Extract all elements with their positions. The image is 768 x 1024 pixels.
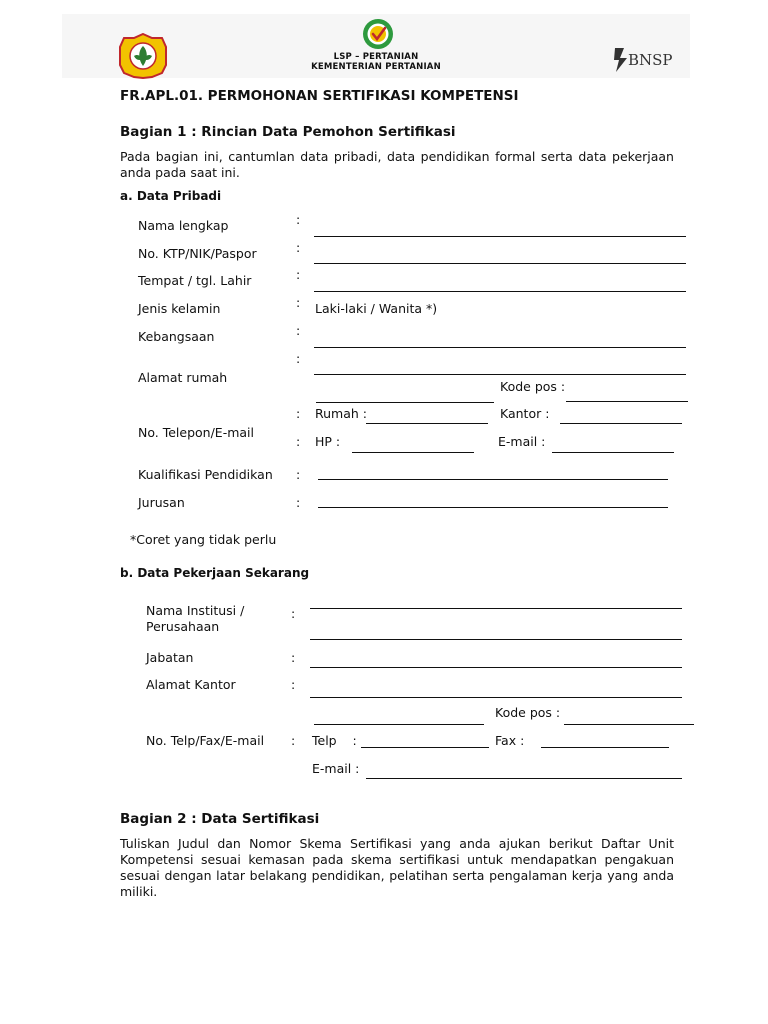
work-kodepos-label: Kode pos :: [495, 705, 561, 720]
rumah-label: Rumah :: [315, 406, 367, 421]
bagian1-title: Bagian 1 : Rincian Data Pemohon Sertifikasi: [120, 124, 456, 140]
bnsp-logo-text: BNSP: [628, 51, 673, 69]
colon: :: [296, 295, 301, 310]
fax-label: Fax :: [495, 733, 525, 748]
alamat-input-line-1[interactable]: [314, 374, 686, 375]
ktp-input-line[interactable]: [314, 263, 686, 264]
colon: :: [296, 434, 301, 449]
work-email-label: E-mail :: [312, 761, 360, 776]
lsp-pertanian-logo: [361, 17, 395, 51]
field-label-kualifikasi: Kualifikasi Pendidikan: [138, 467, 273, 482]
field-label-jurusan: Jurusan: [138, 495, 185, 510]
kementan-logo: [118, 33, 168, 79]
coret-note: *Coret yang tidak perlu: [130, 532, 277, 547]
institusi-input-line-1[interactable]: [310, 608, 682, 609]
colon: :: [296, 267, 301, 282]
jabatan-input-line[interactable]: [310, 667, 682, 668]
colon: :: [291, 677, 296, 692]
kebangsaan-input-line[interactable]: [314, 347, 686, 348]
kodepos-input-line[interactable]: [566, 401, 688, 402]
bagian2-body: Tuliskan Judul dan Nomor Skema Sertifikasi yang anda ajukan berikut Daftar Unit Kompetensi sesuai kemasan pada skema sertifikasi untuk mendapatkan pengakuan sesuai dengan latar belakang pendidikan, pelatihan serta pengalaman kerja yang anda miliki.: [120, 836, 674, 899]
work-email-input-line[interactable]: [366, 778, 682, 779]
colon: :: [296, 351, 301, 366]
section-b-heading: b. Data Pekerjaan Sekarang: [120, 566, 310, 580]
colon: :: [296, 240, 301, 255]
hp-input-line[interactable]: [352, 452, 474, 453]
fax-input-line[interactable]: [541, 747, 669, 748]
bagian2-title: Bagian 2 : Data Sertifikasi: [120, 811, 320, 827]
section-a-heading: a. Data Pribadi: [120, 189, 222, 203]
field-label-jenis-kelamin: Jenis kelamin: [138, 301, 221, 316]
rumah-input-line[interactable]: [366, 423, 488, 424]
alamat-input-line-2[interactable]: [316, 402, 494, 403]
jenis-kelamin-options[interactable]: Laki-laki / Wanita *): [315, 301, 438, 316]
field-label-institusi-2: Perusahaan: [146, 619, 220, 634]
form-title: FR.APL.01. PERMOHONAN SERTIFIKASI KOMPETENSI: [120, 88, 519, 104]
email-label: E-mail :: [498, 434, 546, 449]
colon: :: [291, 733, 296, 748]
colon: :: [291, 650, 296, 665]
bagian1-intro: Pada bagian ini, cantumlan data pribadi, data pendidikan formal serta data pekerjaan anda pada saat ini.: [120, 149, 674, 180]
institusi-input-line-2[interactable]: [310, 639, 682, 640]
colon: :: [291, 606, 296, 621]
hp-label: HP :: [315, 434, 341, 449]
ttl-input-line[interactable]: [314, 291, 686, 292]
jurusan-input-line[interactable]: [318, 507, 668, 508]
field-label-nama: Nama lengkap: [138, 218, 229, 233]
telp-input-line[interactable]: [361, 747, 489, 748]
field-label-institusi: Nama Institusi /: [146, 603, 245, 618]
field-label-ttl: Tempat / tgl. Lahir: [138, 273, 252, 288]
nama-input-line[interactable]: [314, 236, 686, 237]
kantor-input-line[interactable]: [560, 423, 682, 424]
field-label-alamat: Alamat rumah: [138, 370, 228, 385]
kualifikasi-input-line[interactable]: [318, 479, 668, 480]
field-label-jabatan: Jabatan: [146, 650, 194, 665]
field-label-kebangsaan: Kebangsaan: [138, 329, 215, 344]
kodepos-label: Kode pos :: [500, 379, 566, 394]
colon: :: [296, 212, 301, 227]
work-kodepos-input-line[interactable]: [564, 724, 694, 725]
field-label-telepon: No. Telepon/E-mail: [138, 425, 254, 440]
colon: :: [296, 323, 301, 338]
alamat-kantor-input-line-2[interactable]: [314, 724, 484, 725]
org-name-line1: LSP – PERTANIAN: [333, 52, 419, 62]
field-label-alamat-kantor: Alamat Kantor: [146, 677, 236, 692]
field-label-ktp: No. KTP/NIK/Paspor: [138, 246, 257, 261]
kantor-label: Kantor :: [500, 406, 550, 421]
email-input-line[interactable]: [552, 452, 674, 453]
colon: :: [296, 495, 301, 510]
telp-label: Telp :: [312, 733, 357, 748]
colon: :: [296, 467, 301, 482]
field-label-telp-fax-email: No. Telp/Fax/E-mail: [146, 733, 265, 748]
org-name-line2: KEMENTERIAN PERTANIAN: [311, 62, 441, 72]
colon: :: [296, 406, 301, 421]
alamat-kantor-input-line-1[interactable]: [310, 697, 682, 698]
